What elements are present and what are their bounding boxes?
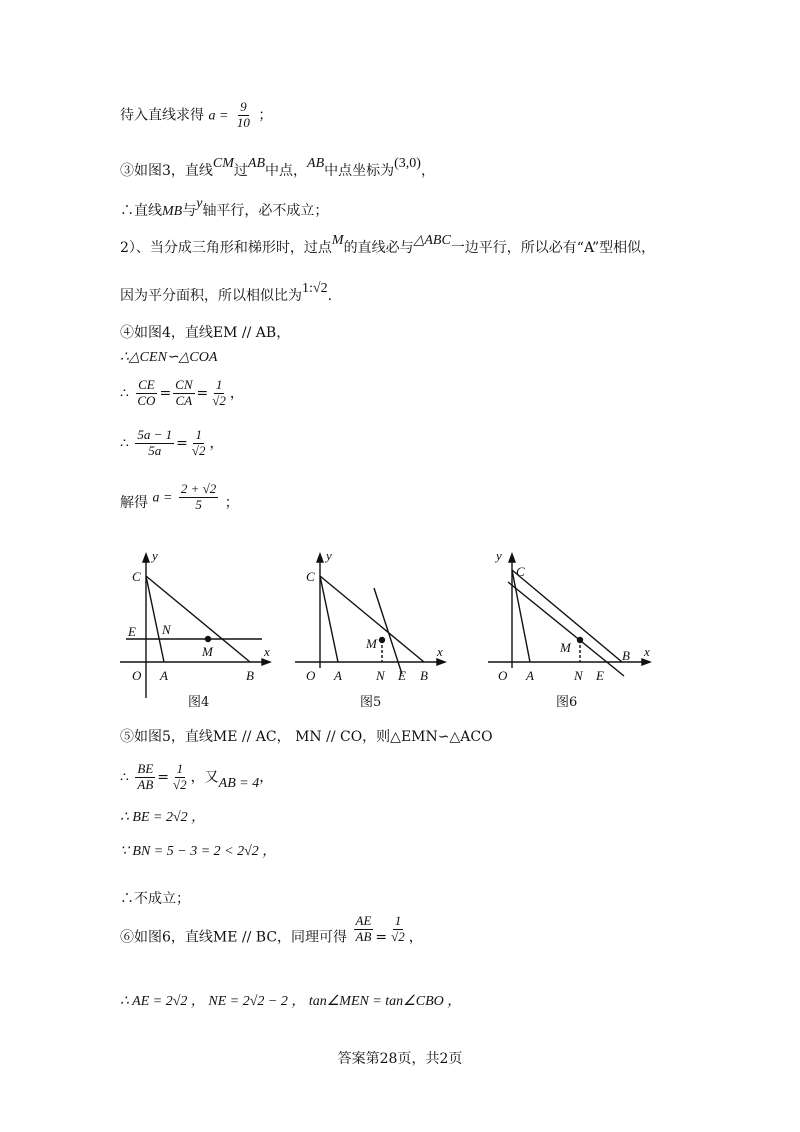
label-M: M — [560, 640, 571, 655]
denominator: 10 — [236, 114, 250, 130]
label-C: C — [306, 569, 315, 584]
therefore: ∴ — [120, 769, 129, 786]
text: 待入直线求得 — [120, 107, 204, 124]
math: ∴△CEN∽△COA — [120, 350, 218, 365]
x-arrow — [437, 659, 445, 665]
label-y: y — [496, 548, 502, 563]
text: ， — [229, 385, 244, 402]
fraction — [135, 428, 174, 459]
label-E: E — [596, 668, 604, 683]
label-x: x — [644, 644, 650, 659]
text: 解得 — [120, 495, 148, 512]
line-1 — [120, 100, 272, 131]
text: 一边平行，所以必有“A”型相似， — [450, 240, 656, 256]
line-11 — [120, 726, 493, 746]
numerator: 1 — [215, 377, 223, 392]
math: △ABC — [413, 233, 451, 248]
therefore: ∴ — [120, 435, 129, 452]
fraction — [235, 100, 252, 131]
denominator: 5a — [148, 442, 162, 458]
math: y — [196, 196, 203, 211]
text: ∴不成立； — [120, 891, 190, 907]
denominator: 5 — [195, 496, 202, 512]
line-13 — [120, 806, 205, 826]
math: ∴ BE = 2√2 ， — [120, 810, 206, 825]
line-12 — [120, 762, 273, 793]
math: ∴ AE = 2√2 ， NE = 2√2 − 2 ， tan∠MEN = tan∠CBO ， — [120, 994, 462, 1009]
y-arrow — [509, 554, 515, 562]
line-4 — [120, 233, 656, 257]
label-E: E — [398, 668, 406, 683]
line-2 — [120, 156, 435, 180]
line-3 — [120, 196, 329, 220]
text: 过 — [233, 163, 248, 179]
numerator: CE — [138, 377, 155, 392]
page-footer: 答案第28页，共2页 — [337, 1051, 463, 1067]
denominator: √2 — [191, 442, 206, 458]
point-M — [380, 638, 385, 643]
line-CA — [512, 570, 530, 662]
fraction — [135, 762, 155, 793]
text: ； — [224, 495, 239, 512]
text: 轴平行，必不成立； — [202, 203, 329, 219]
denominator: AB — [355, 928, 372, 944]
numerator: 5a − 1 — [137, 427, 173, 442]
caption-fig6: 图6 — [556, 695, 578, 710]
line-15 — [120, 888, 190, 908]
text: 中点坐标为 — [324, 163, 395, 179]
label-M: M — [202, 644, 213, 659]
label-y: y — [326, 548, 332, 563]
label-C: C — [132, 569, 141, 584]
line-7 — [120, 349, 217, 366]
fraction — [171, 762, 189, 793]
y-arrow — [317, 554, 323, 562]
label-O: O — [498, 668, 508, 683]
point-M — [578, 638, 583, 643]
figures — [110, 548, 670, 718]
numerator: 1 — [195, 427, 202, 442]
text: ∴直线 — [120, 203, 162, 219]
x-arrow — [262, 659, 270, 665]
line-14 — [120, 840, 276, 860]
label-A: A — [160, 668, 168, 683]
math: ∵ BN = 5 − 3 = 2 < 2√2 ， — [120, 844, 277, 859]
numerator: 2 + √2 — [180, 481, 217, 496]
fraction — [389, 914, 407, 945]
math: (3,0) — [394, 156, 421, 171]
text: ③如图3，直线 — [120, 163, 213, 179]
text: ④如图4，直线EM // AB， — [120, 325, 291, 341]
text: = — [157, 769, 169, 786]
denominator: √2 — [212, 392, 226, 408]
fraction — [173, 378, 194, 409]
text: 与 — [182, 203, 197, 219]
fraction — [190, 428, 208, 459]
text: 2）、当分成三角形和梯形时，过点 — [120, 240, 332, 256]
math: CM — [212, 156, 234, 171]
line-5 — [120, 281, 333, 305]
caption-fig5: 图5 — [360, 695, 382, 710]
label-B: B — [622, 648, 630, 663]
math: 1:√2 — [302, 281, 328, 296]
numerator: 9 — [240, 99, 247, 114]
math: AB — [247, 156, 266, 171]
text: ⑤如图5，直线ME // AC， MN // CO，则△EMN∽△ACO — [120, 729, 493, 745]
fraction — [135, 378, 157, 409]
denominator: CO — [137, 392, 156, 408]
therefore: ∴ — [120, 385, 129, 402]
text: ， — [259, 769, 274, 786]
math: MB — [162, 204, 183, 219]
figure-4 — [120, 548, 270, 710]
numerator: 1 — [176, 761, 184, 776]
figure-6 — [488, 548, 650, 710]
text: . — [327, 288, 333, 304]
math: AB — [307, 156, 325, 171]
text: 的直线必与 — [343, 240, 414, 256]
y-arrow — [143, 554, 149, 562]
label-A: A — [334, 668, 342, 683]
label-x: x — [437, 644, 443, 659]
label-E: E — [128, 624, 136, 639]
line-10 — [120, 482, 239, 513]
label-N: N — [574, 668, 583, 683]
fraction — [354, 914, 374, 945]
math: M — [331, 233, 344, 248]
label-y: y — [152, 548, 158, 563]
numerator: AE — [355, 913, 372, 928]
numerator: 1 — [394, 913, 402, 928]
line-8: ∴ $\frac{CE}{CO}$ = $\frac{CN}{CA}$ = $\frac{1}{√2}$ ， — [120, 377, 244, 408]
line-16: ⑥如图6，直线ME // BC，同理可得 $\frac{AE}{AB}$ = $\frac{1}{√2}$ ， — [120, 913, 423, 946]
figure-5 — [295, 548, 445, 710]
text: ⑥如图6，直线ME // BC，同理可得 — [120, 929, 348, 946]
caption-fig4: 图4 — [188, 695, 210, 710]
label-C: C — [516, 564, 525, 579]
text: 因为平分面积，所以相似比为 — [120, 288, 302, 304]
numerator: CN — [175, 377, 193, 392]
denominator: √2 — [173, 776, 187, 792]
text: ； — [258, 107, 273, 124]
numerator: BE — [137, 761, 154, 776]
fraction — [210, 378, 228, 409]
label-x: x — [264, 644, 270, 659]
label-A: A — [526, 668, 534, 683]
text: ，又 — [190, 769, 219, 786]
denominator: CA — [175, 392, 193, 408]
line-ME — [374, 588, 402, 674]
math-var: a = — [208, 108, 229, 124]
fraction — [179, 482, 218, 513]
line-17 — [120, 990, 461, 1010]
math-var: a = — [152, 490, 173, 506]
label-B: B — [246, 668, 254, 683]
label-N: N — [162, 622, 171, 637]
text: ， — [209, 435, 224, 452]
point-M — [206, 637, 211, 642]
x-arrow — [642, 659, 650, 665]
math: AB = 4 — [218, 776, 260, 792]
label-O: O — [306, 668, 316, 683]
denominator: √2 — [391, 928, 405, 944]
label-M: M — [366, 636, 377, 651]
label-B: B — [420, 668, 428, 683]
text: ， — [420, 163, 435, 179]
text: 中点， — [265, 163, 308, 179]
line-9: ∴ $\frac{5a - 1}{5a}$ = $\frac{1}{√2}$ ， — [120, 427, 224, 458]
label-N: N — [376, 668, 385, 683]
denominator: AB — [137, 776, 154, 792]
label-O: O — [132, 668, 142, 683]
line-6 — [120, 322, 290, 342]
text: ， — [408, 929, 423, 946]
